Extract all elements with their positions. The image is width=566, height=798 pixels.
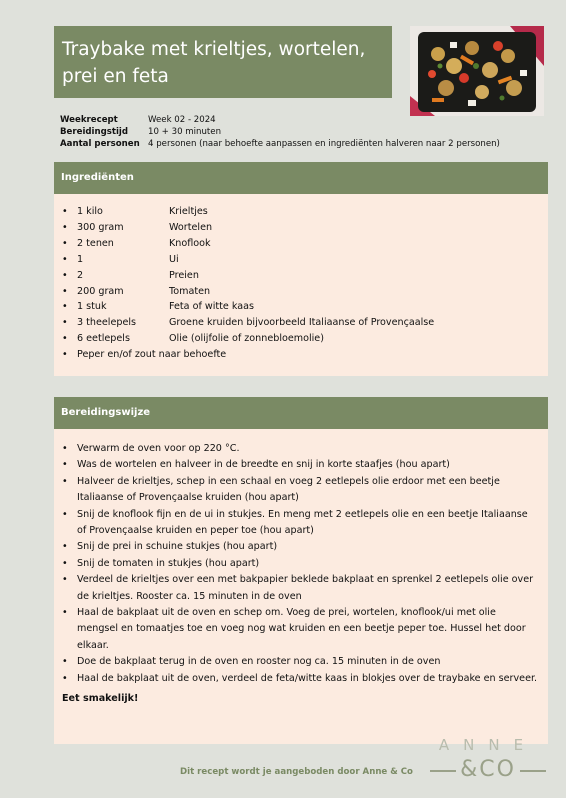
ingredient-name: Knoflook: [169, 237, 211, 249]
meta-value: 4 personen (naar behoefte aanpassen en ingrediënten halveren naar 2 personen): [148, 139, 500, 149]
ingredient-name: Groene kruiden bijvoorbeeld Italiaanse of Provençaalse: [169, 317, 435, 329]
meta-key: Aantal personen: [60, 139, 140, 149]
ingredient-item: [62, 347, 548, 363]
ingredient-item: [62, 315, 548, 331]
step-item: [62, 441, 538, 457]
ingredient-name: Ui: [169, 253, 179, 265]
anne-co-logo: [430, 738, 546, 788]
ingredient-item: [62, 236, 548, 252]
bullet-icon: •: [62, 574, 68, 586]
steps-header: Bereidingswijze: [54, 397, 548, 429]
ingredient-qty: 1 kilo: [77, 206, 103, 217]
recipe-meta: [60, 114, 500, 150]
logo-top-text: ANNE: [438, 736, 538, 754]
bullet-icon: •: [62, 557, 68, 569]
bullet-icon: •: [62, 237, 68, 249]
meta-key: Weekrecept: [60, 115, 118, 125]
ingredient-qty: Peper en/of zout naar behoefte: [77, 349, 227, 361]
ingredient-name: Olie (olijfolie of zonnebloemolie): [169, 333, 324, 345]
bullet-icon: •: [62, 253, 68, 265]
bullet-icon: •: [62, 672, 68, 684]
step-item: [62, 507, 538, 540]
recipe-photo: [410, 26, 544, 116]
step-item: [62, 556, 538, 572]
ingredient-item: [62, 331, 548, 347]
ingredient-item: [62, 268, 548, 284]
meta-row-week: [60, 114, 500, 126]
closing-text: Eet smakelijk!: [62, 693, 139, 705]
meta-value: 10 + 30 minuten: [148, 127, 222, 137]
ingredient-qty: 1: [77, 253, 84, 265]
meta-row-time: [60, 126, 500, 138]
step-item: [62, 474, 538, 507]
bullet-icon: •: [62, 607, 68, 619]
step-item: [62, 654, 538, 670]
title-banner: [54, 26, 392, 98]
bullet-icon: •: [62, 459, 68, 471]
step-item: [62, 671, 538, 687]
ingredient-name: Feta of witte kaas: [169, 301, 255, 313]
ingredient-name: Tomaten: [169, 285, 211, 297]
ingredient-qty: 3 theelepels: [77, 317, 137, 329]
step-text: Verwarm de oven voor op 220 °C.: [77, 443, 240, 454]
step-text: Haal de bakplaat uit de oven, verdeel de feta/witte kaas in blokjes over de traybake en serveer.: [77, 672, 538, 684]
step-text: Snij de tomaten in stukjes (hou apart): [77, 557, 260, 569]
ingredient-item: [62, 284, 548, 300]
step-text: Snij de knoflook fijn en de ui in stukjes. En meng met 2 eetlepels olie en een beetje Italiaanse of Provençaalse kruiden en peper toe (hou apart): [77, 508, 528, 537]
bullet-icon: •: [62, 221, 68, 233]
step-text: Haal de bakplaat uit de oven en schep om. Voeg de prei, wortelen, knoflook/ui met olie mengsel en tomaatjes toe en voeg nog wat kruiden en een beetje peper toe. Hussel het door elkaar.: [77, 607, 526, 651]
ingredients-section: [54, 162, 548, 376]
meta-value: Week 02 - 2024: [148, 115, 216, 125]
step-item: [62, 605, 538, 654]
ingredient-name: Krieltjes: [169, 206, 208, 217]
step-item: [62, 539, 538, 555]
ingredient-name: Preien: [169, 269, 199, 281]
ingredient-item: [62, 252, 548, 268]
traybake-image: [410, 26, 544, 116]
bullet-icon: •: [62, 206, 68, 217]
steps-section: [54, 397, 548, 744]
step-item: [62, 457, 538, 473]
step-text: Snij de prei in schuine stukjes (hou apart): [77, 541, 278, 553]
bullet-icon: •: [62, 301, 68, 313]
bullet-icon: •: [62, 541, 68, 553]
bullet-icon: •: [62, 333, 68, 345]
logo-line-right: [520, 770, 546, 772]
steps-list: [54, 429, 548, 687]
meta-key: Bereidingstijd: [60, 127, 129, 137]
ingredient-item: [62, 299, 548, 315]
bullet-icon: •: [62, 317, 68, 329]
bullet-icon: •: [62, 269, 68, 281]
ingredient-qty: 300 gram: [77, 221, 124, 233]
footer-credit: Dit recept wordt je aangeboden door Anne & Co: [180, 767, 413, 777]
bullet-icon: •: [62, 285, 68, 297]
ingredient-qty: 1 stuk: [77, 301, 107, 313]
bullet-icon: •: [62, 508, 68, 520]
ingredient-item: [62, 204, 548, 220]
ingredient-name: Wortelen: [169, 221, 213, 233]
step-text: Verdeel de krieltjes over een met bakpapier beklede bakplaat en sprenkel 2 eetlepels olie over de krieltjes. Rooster ca. 15 minuten in de oven: [77, 574, 534, 602]
step-text: Doe de bakplaat terug in de oven en rooster nog ca. 15 minuten in de oven: [77, 656, 441, 668]
meta-row-persons: [60, 138, 500, 150]
ingredient-qty: 6 eetlepels: [77, 333, 130, 345]
step-text: Halveer de krieltjes, schep in een schaal en voeg 2 eetlepels olie erdoor met een beetje Italiaanse of Provençaalse kruiden (hou apart): [77, 475, 500, 504]
logo-bottom-text: &CO: [460, 757, 516, 782]
step-item: [62, 572, 538, 605]
bullet-icon: •: [62, 475, 68, 487]
bullet-icon: •: [62, 349, 68, 361]
bullet-icon: •: [62, 443, 68, 454]
ingredient-qty: 200 gram: [77, 285, 124, 297]
ingredients-list: [54, 194, 548, 363]
bullet-icon: •: [62, 656, 68, 668]
ingredients-header: Ingrediënten: [54, 162, 548, 194]
recipe-title: Traybake met krieltjes, wortelen, prei en feta: [62, 39, 366, 87]
ingredient-qty: 2: [77, 269, 84, 281]
ingredient-item: [62, 220, 548, 236]
ingredient-qty: 2 tenen: [77, 237, 114, 249]
step-text: Was de wortelen en halveer in de breedte en snij in korte staafjes (hou apart): [77, 459, 450, 471]
